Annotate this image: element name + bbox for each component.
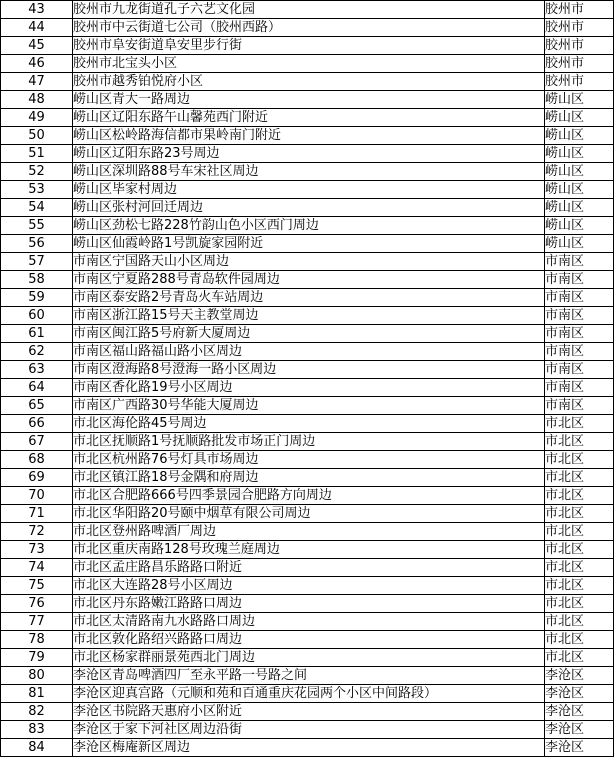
district-cell: 崂山区 [545, 199, 614, 217]
table-row [1, 181, 614, 199]
address-cell: 市北区丹东路嫩江路路口周边 [73, 595, 545, 613]
row-number-cell: 74 [1, 559, 73, 577]
row-number-cell: 69 [1, 469, 73, 487]
address-cell: 市北区大连路28号小区周边 [73, 577, 545, 595]
table-row [1, 505, 614, 523]
row-number-cell: 55 [1, 217, 73, 235]
table-row [1, 163, 614, 181]
district-cell: 崂山区 [545, 145, 614, 163]
district-cell: 市北区 [545, 577, 614, 595]
address-cell: 崂山区毕家村周边 [73, 181, 545, 199]
address-cell: 崂山区辽阳东路午山馨苑西门附近 [73, 109, 545, 127]
district-cell: 崂山区 [545, 91, 614, 109]
district-cell: 市南区 [545, 253, 614, 271]
row-number-cell: 54 [1, 199, 73, 217]
address-cell: 胶州市北宝头小区 [73, 55, 545, 73]
table-row [1, 433, 614, 451]
table-row [1, 379, 614, 397]
district-cell: 市南区 [545, 343, 614, 361]
district-cell: 市北区 [545, 523, 614, 541]
row-number-cell: 84 [1, 739, 73, 757]
table-row [1, 361, 614, 379]
row-number-cell: 52 [1, 163, 73, 181]
district-cell: 崂山区 [545, 181, 614, 199]
address-cell: 市北区抚顺路1号抚顺路批发市场正门周边 [73, 433, 545, 451]
district-cell: 胶州市 [545, 1, 614, 19]
address-cell: 市南区福山路福山路小区周边 [73, 343, 545, 361]
district-cell: 市北区 [545, 613, 614, 631]
row-number-cell: 58 [1, 271, 73, 289]
address-cell: 李沧区于家下河社区周边沿街 [73, 721, 545, 739]
district-cell: 李沧区 [545, 703, 614, 721]
table-row [1, 397, 614, 415]
district-cell: 胶州市 [545, 55, 614, 73]
table-row [1, 451, 614, 469]
address-cell: 市南区浙江路15号天主教堂周边 [73, 307, 545, 325]
address-cell: 崂山区辽阳东路23号周边 [73, 145, 545, 163]
row-number-cell: 63 [1, 361, 73, 379]
row-number-cell: 72 [1, 523, 73, 541]
row-number-cell: 80 [1, 667, 73, 685]
address-cell: 市南区泰安路2号青岛火车站周边 [73, 289, 545, 307]
row-number-cell: 47 [1, 73, 73, 91]
address-cell: 李沧区迎真宫路（元顺和苑和百通重庆花园两个小区中间路段） [73, 685, 545, 703]
row-number-cell: 61 [1, 325, 73, 343]
table-row [1, 541, 614, 559]
address-cell: 市北区敦化路绍兴路路口周边 [73, 631, 545, 649]
table-row [1, 253, 614, 271]
table-row [1, 37, 614, 55]
address-cell: 市北区杨家群丽景苑西北门周边 [73, 649, 545, 667]
address-cell: 市北区华阳路20号颐中烟草有限公司周边 [73, 505, 545, 523]
row-number-cell: 50 [1, 127, 73, 145]
address-cell: 市北区镇江路18号金隅和府周边 [73, 469, 545, 487]
district-cell: 李沧区 [545, 685, 614, 703]
table-row [1, 217, 614, 235]
district-cell: 市南区 [545, 379, 614, 397]
address-cell: 崂山区松岭路海信都市果岭南门附近 [73, 127, 545, 145]
district-cell: 胶州市 [545, 37, 614, 55]
table-row [1, 667, 614, 685]
table-row [1, 109, 614, 127]
district-cell: 胶州市 [545, 73, 614, 91]
row-number-cell: 44 [1, 19, 73, 37]
district-cell: 市北区 [545, 505, 614, 523]
district-cell: 崂山区 [545, 217, 614, 235]
address-cell: 市北区登州路啤酒厂周边 [73, 523, 545, 541]
address-cell: 市南区闽江路5号府新大厦周边 [73, 325, 545, 343]
address-cell: 胶州市中云街道七公司（胶州西路） [73, 19, 545, 37]
table-row [1, 559, 614, 577]
table-row [1, 631, 614, 649]
district-cell: 市北区 [545, 559, 614, 577]
address-cell: 市南区宁国路天山小区周边 [73, 253, 545, 271]
district-cell: 李沧区 [545, 721, 614, 739]
address-cell: 崂山区深圳路88号车宋社区周边 [73, 163, 545, 181]
district-cell: 胶州市 [545, 19, 614, 37]
table-row [1, 73, 614, 91]
row-number-cell: 77 [1, 613, 73, 631]
district-cell: 市北区 [545, 631, 614, 649]
address-cell: 市南区宁夏路288号青岛软件园周边 [73, 271, 545, 289]
row-number-cell: 76 [1, 595, 73, 613]
address-cell: 市北区重庆南路128号玫瑰兰庭周边 [73, 541, 545, 559]
table-row [1, 325, 614, 343]
table-row [1, 523, 614, 541]
row-number-cell: 71 [1, 505, 73, 523]
row-number-cell: 51 [1, 145, 73, 163]
table-row [1, 307, 614, 325]
address-cell: 李沧区书院路天惠府小区附近 [73, 703, 545, 721]
district-cell: 市南区 [545, 361, 614, 379]
row-number-cell: 43 [1, 1, 73, 19]
table-row [1, 91, 614, 109]
address-cell: 崂山区青大一路周边 [73, 91, 545, 109]
district-cell: 市南区 [545, 307, 614, 325]
address-cell: 市南区澄海路8号澄海一路小区周边 [73, 361, 545, 379]
district-cell: 李沧区 [545, 739, 614, 757]
district-cell: 市南区 [545, 289, 614, 307]
table-body [1, 1, 614, 757]
row-number-cell: 70 [1, 487, 73, 505]
address-cell: 胶州市阜安街道阜安里步行街 [73, 37, 545, 55]
row-number-cell: 64 [1, 379, 73, 397]
district-cell: 市北区 [545, 469, 614, 487]
address-cell: 市南区香化路19号小区周边 [73, 379, 545, 397]
district-cell: 市北区 [545, 487, 614, 505]
row-number-cell: 62 [1, 343, 73, 361]
district-cell: 崂山区 [545, 235, 614, 253]
district-cell: 市北区 [545, 433, 614, 451]
table-row [1, 415, 614, 433]
row-number-cell: 75 [1, 577, 73, 595]
table-row [1, 703, 614, 721]
table-row [1, 721, 614, 739]
address-cell: 市南区广西路30号华能大厦周边 [73, 397, 545, 415]
row-number-cell: 68 [1, 451, 73, 469]
address-cell: 李沧区梅庵新区周边 [73, 739, 545, 757]
table-row [1, 289, 614, 307]
address-cell: 胶州市越秀铂悦府小区 [73, 73, 545, 91]
district-cell: 李沧区 [545, 667, 614, 685]
table-row [1, 199, 614, 217]
district-cell: 崂山区 [545, 127, 614, 145]
table-row [1, 235, 614, 253]
district-cell: 市北区 [545, 451, 614, 469]
table-row [1, 577, 614, 595]
row-number-cell: 79 [1, 649, 73, 667]
district-cell: 市北区 [545, 415, 614, 433]
address-cell: 崂山区张村河回迁周边 [73, 199, 545, 217]
row-number-cell: 45 [1, 37, 73, 55]
row-number-cell: 56 [1, 235, 73, 253]
row-number-cell: 60 [1, 307, 73, 325]
table-row [1, 127, 614, 145]
table-row [1, 469, 614, 487]
row-number-cell: 65 [1, 397, 73, 415]
table-row [1, 739, 614, 757]
table-row [1, 19, 614, 37]
address-cell: 市北区孟庄路昌乐路路口附近 [73, 559, 545, 577]
district-cell: 市南区 [545, 325, 614, 343]
table-row [1, 487, 614, 505]
district-cell: 崂山区 [545, 109, 614, 127]
district-cell: 市南区 [545, 271, 614, 289]
district-cell: 市南区 [545, 397, 614, 415]
row-number-cell: 78 [1, 631, 73, 649]
table-row [1, 649, 614, 667]
district-cell: 市北区 [545, 649, 614, 667]
address-cell: 市北区合肥路666号四季景园合肥路方向周边 [73, 487, 545, 505]
row-number-cell: 59 [1, 289, 73, 307]
row-number-cell: 53 [1, 181, 73, 199]
row-number-cell: 57 [1, 253, 73, 271]
row-number-cell: 46 [1, 55, 73, 73]
address-cell: 崂山区仙霞岭路1号凯旋家园附近 [73, 235, 545, 253]
table-row [1, 613, 614, 631]
row-number-cell: 81 [1, 685, 73, 703]
address-cell: 市北区杭州路76号灯具市场周边 [73, 451, 545, 469]
row-number-cell: 67 [1, 433, 73, 451]
row-number-cell: 66 [1, 415, 73, 433]
table-row [1, 1, 614, 19]
row-number-cell: 83 [1, 721, 73, 739]
address-cell: 胶州市九龙街道孔子六艺文化园 [73, 1, 545, 19]
address-cell: 市北区太清路南九水路路口周边 [73, 613, 545, 631]
table-row [1, 595, 614, 613]
district-cell: 市北区 [545, 541, 614, 559]
row-number-cell: 48 [1, 91, 73, 109]
row-number-cell: 49 [1, 109, 73, 127]
table-row [1, 145, 614, 163]
table-row [1, 271, 614, 289]
address-cell: 李沧区青岛啤酒四厂至永平路一号路之间 [73, 667, 545, 685]
row-number-cell: 82 [1, 703, 73, 721]
district-cell: 崂山区 [545, 163, 614, 181]
address-cell: 市北区海伦路45号周边 [73, 415, 545, 433]
row-number-cell: 73 [1, 541, 73, 559]
table-row [1, 685, 614, 703]
table-row [1, 55, 614, 73]
address-cell: 崂山区劲松七路228竹韵山色小区西门周边 [73, 217, 545, 235]
table-row [1, 343, 614, 361]
district-cell: 市北区 [545, 595, 614, 613]
